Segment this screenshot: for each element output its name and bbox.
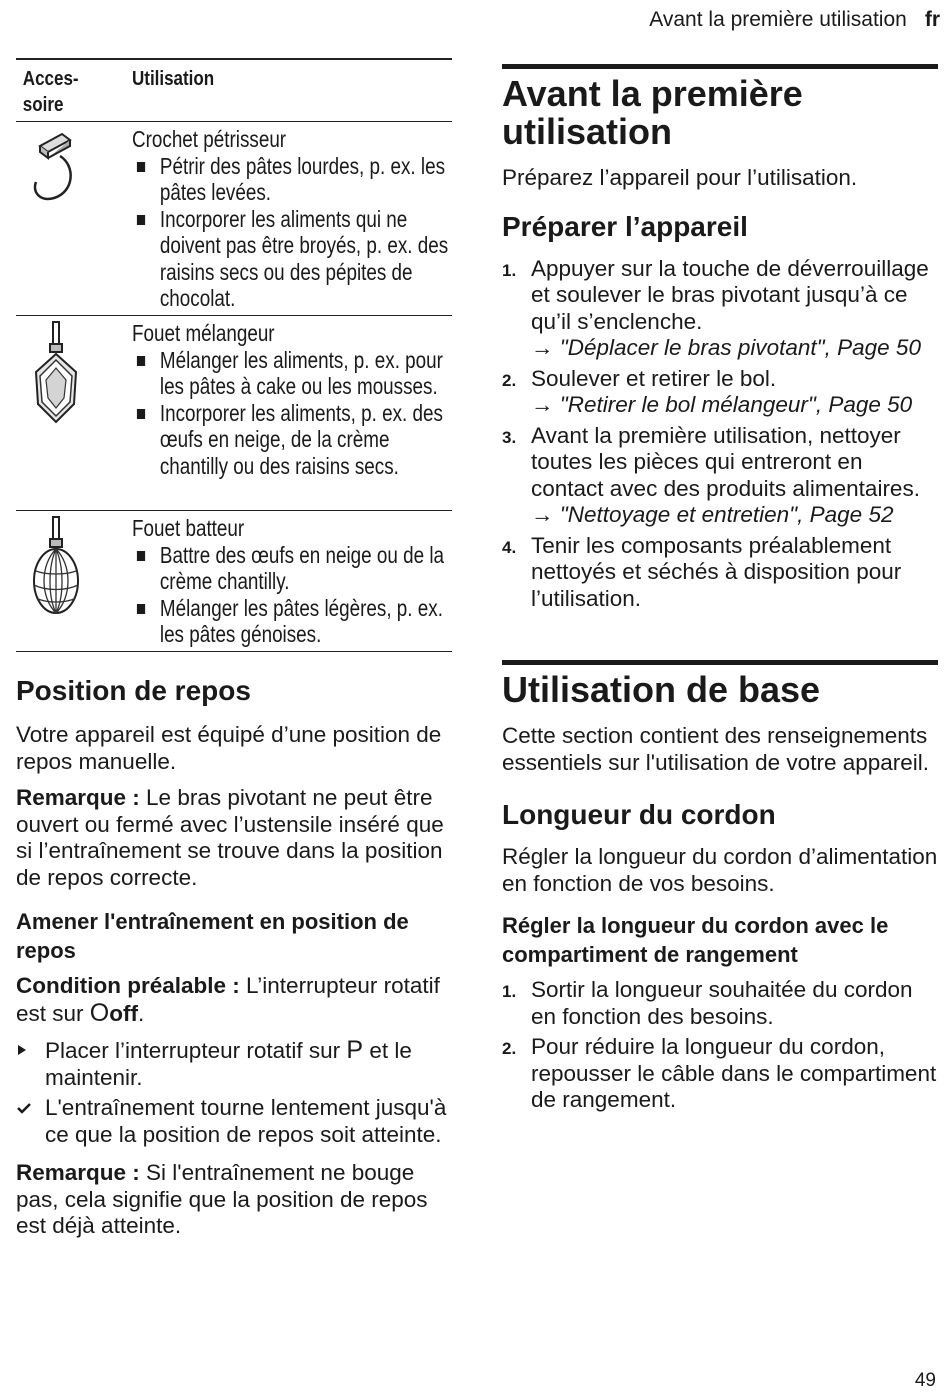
step-text: Sortir la longueur souhaitée du cordon en fonction des besoins.: [531, 977, 913, 1029]
cord-intro: Régler la longueur du cordon d’alimentation en fonction de vos besoins.: [502, 844, 938, 896]
off-symbol: O: [89, 998, 110, 1027]
accessory-name: Fouet batteur: [132, 515, 245, 541]
arrow-right-icon: →: [531, 392, 560, 417]
p-symbol: P: [346, 1036, 364, 1064]
accessories-table: [16, 58, 452, 652]
cross-reference-text: "Retirer le bol mélangeur", Page 50: [559, 392, 913, 417]
beating-whisk-icon: [16, 511, 132, 651]
note-paragraph: [16, 785, 452, 891]
accessories-table-header: [16, 60, 452, 122]
cord-subsection-title: Régler la longueur du cordon avec le compartiment de rangement: [502, 913, 889, 967]
section-rule: [502, 660, 938, 665]
mixing-whisk-icon: [16, 316, 132, 510]
col-accessory-header: Acces- soire: [22, 68, 79, 116]
note-label: Remarque :: [16, 785, 140, 810]
prepare-steps: [502, 256, 938, 613]
accessory-row: [16, 316, 452, 511]
accessory-bullet: Battre des œufs en neige ou de la crème chantilly.: [132, 542, 452, 595]
step-text: Avant la première utilisation, nettoyer toutes les pièces qui entreront en contact avec des produits alimentaires.: [531, 422, 920, 501]
step-item: [502, 1034, 938, 1114]
precondition-paragraph: [16, 973, 452, 1027]
step-text: Tenir les composants préalablement nettoyés et séchés à disposition pour l’utilisation.: [531, 532, 902, 611]
accessory-bullet: Incorporer les aliments, p. ex. des œufs en neige, de la crème chantilly ou des raisins secs.: [132, 400, 452, 480]
accessory-name: Crochet pétrisseur: [132, 126, 287, 152]
page-number: 49: [914, 1370, 936, 1391]
note-paragraph: [16, 1160, 452, 1240]
cross-reference-text: "Déplacer le bras pivotant", Page 50: [559, 335, 921, 360]
arrow-right-icon: →: [531, 502, 560, 527]
step-item: [502, 256, 938, 362]
position-repos-intro: Votre appareil est équipé d’une position de repos manuelle.: [16, 722, 442, 774]
step-number: 3.: [502, 427, 517, 447]
step-number: 2.: [502, 370, 517, 390]
precondition-text: L’interrupteur rotatif est sur: [16, 973, 440, 1026]
cross-reference[interactable]: [531, 392, 938, 419]
note-label: Remarque :: [16, 1160, 140, 1185]
cross-reference[interactable]: [531, 335, 938, 362]
subsection-title: Amener l'entraînement en position de repos: [16, 909, 409, 963]
section-title-position-repos: Position de repos: [16, 675, 251, 706]
accessory-bullet: Pétrir des pâtes lourdes, p. ex. les pâtes levées.: [132, 153, 452, 206]
dough-hook-icon: [16, 122, 132, 315]
result-text: L'entraînement tourne lentement jusqu'à ce que la position de repos soit atteinte.: [45, 1095, 447, 1147]
accessory-row: [16, 511, 452, 652]
action-triangle-icon: [16, 1043, 28, 1057]
precondition-end: .: [137, 1000, 145, 1026]
result-step: [16, 1095, 452, 1148]
step-item: [502, 977, 938, 1030]
note-text: Le bras pivotant ne peut être ouvert ou fermé avec l’ustensile inséré que si l’entraînement se trouve dans la position de repos correcte.: [16, 785, 444, 890]
cross-reference-text: "Nettoyage et entretien", Page 52: [559, 502, 894, 527]
right-column: [502, 64, 938, 1114]
accessory-row: [16, 122, 452, 316]
check-icon: [16, 1101, 32, 1115]
arrow-right-icon: →: [531, 335, 560, 360]
accessory-bullet: Mélanger les aliments, p. ex. pour les pâtes à cake ou les mousses.: [132, 347, 452, 400]
step-text: Soulever et retirer le bol.: [531, 365, 777, 391]
cord-steps: [502, 977, 938, 1114]
note-text: Si l'entraînement ne bouge pas, cela signifie que la position de repos est déjà atteinte.: [16, 1160, 428, 1238]
step-item: [502, 423, 938, 529]
section-rule: [502, 64, 938, 69]
action-text-suffix: et le maintenir.: [45, 1038, 412, 1090]
off-label: off: [109, 1000, 138, 1026]
accessory-bullet: Mélanger les pâtes légères, p. ex. les pâtes génoises.: [132, 595, 452, 648]
section-title-base: Utilisation de base: [502, 669, 821, 710]
step-number: 2.: [502, 1039, 517, 1058]
action-text-prefix: Placer l’interrupteur rotatif sur: [45, 1038, 347, 1063]
cross-reference[interactable]: [531, 502, 938, 529]
accessory-bullet: Incorporer les aliments qui ne doivent pas être broyés, p. ex. des raisins secs ou des pépites de chocolat.: [132, 206, 452, 312]
accessory-name: Fouet mélangeur: [132, 320, 275, 346]
running-header: [649, 8, 940, 32]
step-item: [502, 366, 938, 419]
col-usage-header: Utilisation: [132, 68, 215, 90]
precondition-label: Condition préalable :: [16, 973, 240, 998]
step-text: Appuyer sur la touche de déverrouillage et soulever le bras pivotant jusqu’à ce qu’il s’enclenche.: [531, 255, 929, 334]
avant-intro: Préparez l’appareil pour l’utilisation.: [502, 165, 858, 190]
step-number: 1.: [502, 982, 517, 1001]
action-step: [16, 1037, 452, 1091]
left-column: [16, 58, 452, 1240]
step-item: [502, 533, 938, 613]
section-title-avant: Avant la première utilisation: [502, 73, 803, 152]
step-text: Pour réduire la longueur du cordon, repousser le câble dans le compartiment de rangement.: [531, 1034, 937, 1112]
header-language: fr: [924, 8, 940, 31]
step-number: 1.: [502, 260, 517, 280]
subsection-title-cordon: Longueur du cordon: [502, 799, 776, 830]
header-title: Avant la première utilisation: [649, 8, 907, 31]
base-intro: Cette section contient des renseignements essentiels sur l'utilisation de votre appareil.: [502, 723, 930, 775]
step-number: 4.: [502, 537, 517, 557]
subsection-title-preparer: Préparer l’appareil: [502, 210, 748, 242]
